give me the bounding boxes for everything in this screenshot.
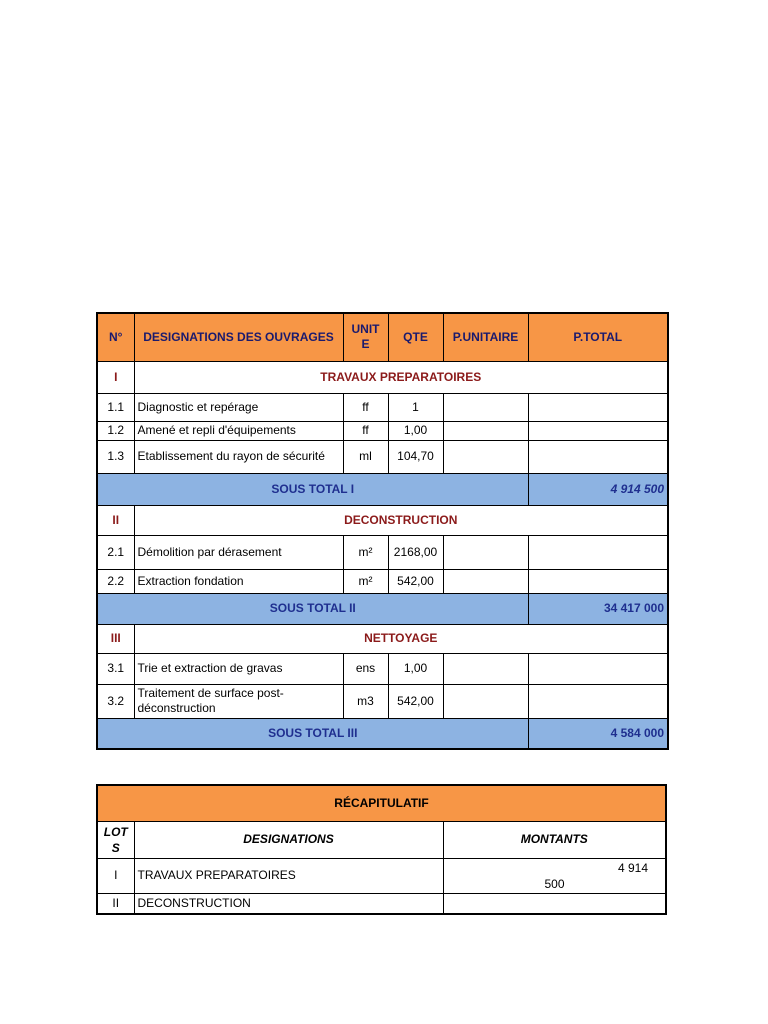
row-punitaire [443, 393, 528, 421]
section-row [97, 624, 668, 653]
table-row [97, 393, 668, 421]
row-num: 3.2 [97, 684, 134, 718]
row-designation: Extraction fondation [134, 569, 343, 593]
section-row [97, 505, 668, 535]
row-ptotal [528, 684, 668, 718]
header-designations: DESIGNATIONS [134, 821, 443, 858]
row-unite: ens [343, 653, 388, 684]
row-punitaire [443, 653, 528, 684]
recap-row [97, 893, 666, 914]
table-header-row [97, 313, 668, 361]
row-ptotal [528, 440, 668, 473]
subtotal-label: SOUS TOTAL III [97, 718, 528, 749]
recap-title: RÉCAPITULATIF [97, 785, 666, 821]
row-punitaire [443, 440, 528, 473]
table-row [97, 535, 668, 569]
row-unite: ml [343, 440, 388, 473]
header-designation: DESIGNATIONS DES OUVRAGES [134, 313, 343, 361]
row-num: 1.2 [97, 421, 134, 440]
row-punitaire [443, 535, 528, 569]
header-lots: LOT S [97, 821, 134, 858]
row-punitaire [443, 421, 528, 440]
recap-title-row [97, 785, 666, 821]
row-punitaire [443, 569, 528, 593]
recap-table [96, 784, 667, 915]
subtotal-row [97, 473, 668, 505]
header-num: N° [97, 313, 134, 361]
section-num: II [97, 505, 134, 535]
row-unite: ff [343, 393, 388, 421]
row-qte: 104,70 [388, 440, 443, 473]
subtotal-value: 4 914 500 [528, 473, 668, 505]
devis-table [96, 312, 669, 750]
row-unite: ff [343, 421, 388, 440]
row-designation: Démolition par dérasement [134, 535, 343, 569]
row-ptotal [528, 535, 668, 569]
row-num: 3.1 [97, 653, 134, 684]
subtotal-label: SOUS TOTAL II [97, 593, 528, 624]
recap-designation: TRAVAUX PREPARATOIRES [134, 858, 443, 893]
subtotal-row [97, 593, 668, 624]
recap-montant-line1: 4 914 [617, 860, 649, 875]
row-qte: 2168,00 [388, 535, 443, 569]
header-qte: QTE [388, 313, 443, 361]
table-row [97, 440, 668, 473]
table-row [97, 653, 668, 684]
row-unite: m3 [343, 684, 388, 718]
row-num: 1.1 [97, 393, 134, 421]
recap-row [97, 858, 666, 893]
recap-designation: DECONSTRUCTION [134, 893, 443, 914]
row-num: 2.1 [97, 535, 134, 569]
row-qte: 542,00 [388, 684, 443, 718]
subtotal-value: 34 417 000 [528, 593, 668, 624]
row-designation: Amené et repli d'équipements [134, 421, 343, 440]
recap-lot: II [97, 893, 134, 914]
recap-montant [443, 893, 666, 914]
row-qte: 542,00 [388, 569, 443, 593]
section-row [97, 361, 668, 393]
row-ptotal [528, 653, 668, 684]
subtotal-row [97, 718, 668, 749]
row-designation: Trie et extraction de gravas [134, 653, 343, 684]
recap-header-row [97, 821, 666, 858]
row-unite: m² [343, 535, 388, 569]
header-punitaire: P.UNITAIRE [443, 313, 528, 361]
table-row [97, 569, 668, 593]
row-qte: 1 [388, 393, 443, 421]
row-designation: Diagnostic et repérage [134, 393, 343, 421]
header-ptotal: P.TOTAL [528, 313, 668, 361]
row-ptotal [528, 569, 668, 593]
table-row [97, 684, 668, 718]
section-title: TRAVAUX PREPARATOIRES [134, 361, 668, 393]
row-punitaire [443, 684, 528, 718]
table-row [97, 421, 668, 440]
row-qte: 1,00 [388, 653, 443, 684]
row-designation: Traitement de surface post-déconstruction [134, 684, 343, 718]
recap-lot: I [97, 858, 134, 893]
row-qte: 1,00 [388, 421, 443, 440]
section-title: DECONSTRUCTION [134, 505, 668, 535]
row-num: 1.3 [97, 440, 134, 473]
row-designation: Etablissement du rayon de sécurité [134, 440, 343, 473]
row-unite: m² [343, 569, 388, 593]
section-title: NETTOYAGE [134, 624, 668, 653]
recap-montant [443, 858, 666, 893]
section-num: III [97, 624, 134, 653]
subtotal-value: 4 584 000 [528, 718, 668, 749]
row-ptotal [528, 393, 668, 421]
recap-montant-line2: 500 [544, 876, 565, 891]
subtotal-label: SOUS TOTAL I [97, 473, 528, 505]
row-ptotal [528, 421, 668, 440]
section-num: I [97, 361, 134, 393]
row-num: 2.2 [97, 569, 134, 593]
header-montants: MONTANTS [443, 821, 666, 858]
header-unite: UNIT E [343, 313, 388, 361]
